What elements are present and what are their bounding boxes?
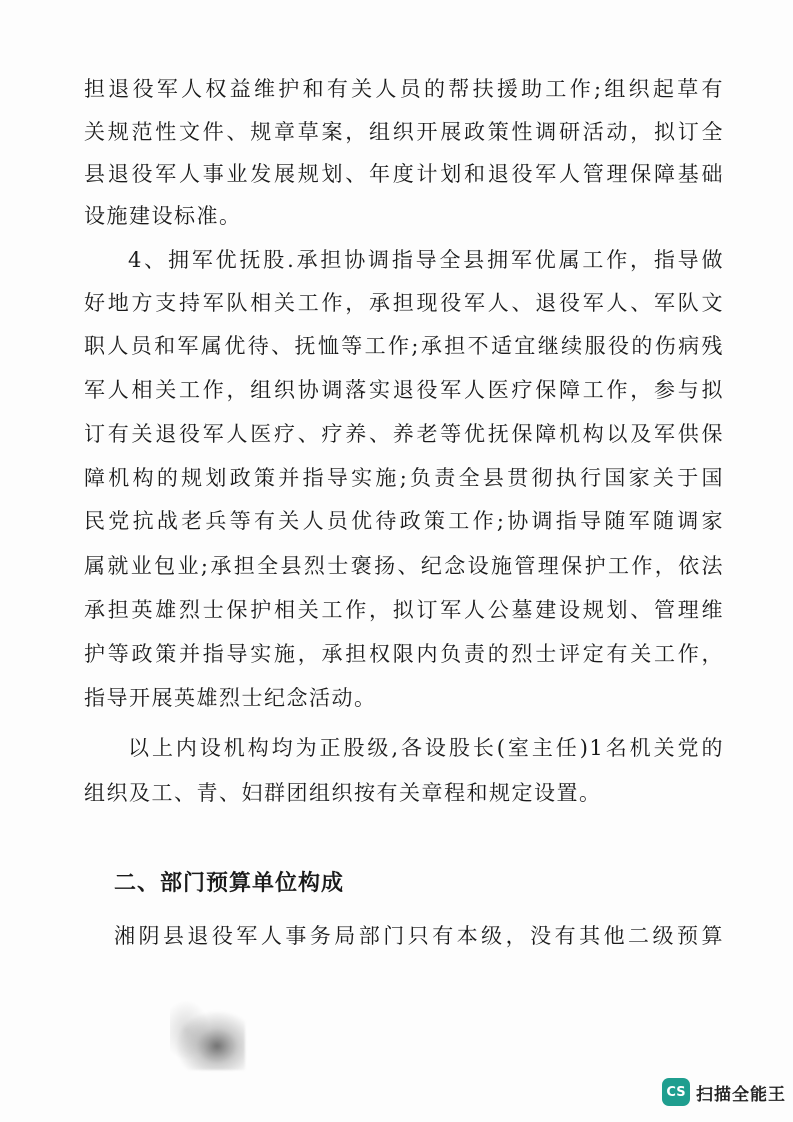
paragraph-4-line-1: 湘阴县退役军人事务局部门只有本级，没有其他二级预算 xyxy=(114,924,724,948)
paragraph-2-line-2: 好地方支持军队相关工作，承担现役军人、退役军人、军队文 xyxy=(84,291,724,315)
scan-smudge xyxy=(175,1010,245,1070)
paragraph-3-line-1: 以上内设机构均为正股级,各设股长(室主任)1名机关党的 xyxy=(128,736,724,760)
camscanner-logo-icon: CS xyxy=(662,1078,690,1106)
paragraph-1-line-1: 担退役军人权益维护和有关人员的帮扶援助工作;组织起草有 xyxy=(84,77,724,101)
paragraph-2-line-10: 护等政策并指导实施，承担权限内负责的烈士评定有关工作， xyxy=(84,642,724,666)
paragraph-3-line-2: 组织及工、青、妇群团组织按有关章程和规定设置。 xyxy=(84,781,602,805)
paragraph-2-line-5: 订有关退役军人医疗、疗养、养老等优抚保障机构以及军供保 xyxy=(84,422,724,446)
paragraph-2-line-4: 军人相关工作，组织协调落实退役军人医疗保障工作，参与拟 xyxy=(84,378,724,402)
paragraph-2-line-9: 承担英雄烈士保护相关工作，拟订军人公墓建设规划、管理维 xyxy=(84,598,724,622)
paragraph-2-line-6: 障机构的规划政策并指导实施;负责全县贯彻执行国家关于国 xyxy=(84,466,724,490)
section-heading: 二、部门预算单位构成 xyxy=(114,871,345,896)
scanner-watermark xyxy=(662,1078,786,1106)
paragraph-1-line-2: 关规范性文件、规章草案，组织开展政策性调研活动，拟订全 xyxy=(84,120,724,144)
paragraph-2-line-1: 4、拥军优抚股.承担协调指导全县拥军优属工作，指导做 xyxy=(128,248,724,272)
paragraph-2-line-7: 民党抗战老兵等有关人员优待政策工作;协调指导随军随调家 xyxy=(84,509,724,533)
paragraph-1-line-3: 县退役军人事业发展规划、年度计划和退役军人管理保障基础 xyxy=(84,162,724,186)
paragraph-2-line-3: 职人员和军属优待、抚恤等工作;承担不适宜继续服役的伤病残 xyxy=(84,334,724,358)
paragraph-2-line-8: 属就业包业;承担全县烈士褒扬、纪念设施管理保护工作，依法 xyxy=(84,554,724,578)
watermark-label: 扫描全能王 xyxy=(696,1084,786,1105)
paragraph-1-line-4: 设施建设标准。 xyxy=(84,204,242,228)
paragraph-2-line-11: 指导开展英雄烈士纪念活动。 xyxy=(84,686,377,710)
